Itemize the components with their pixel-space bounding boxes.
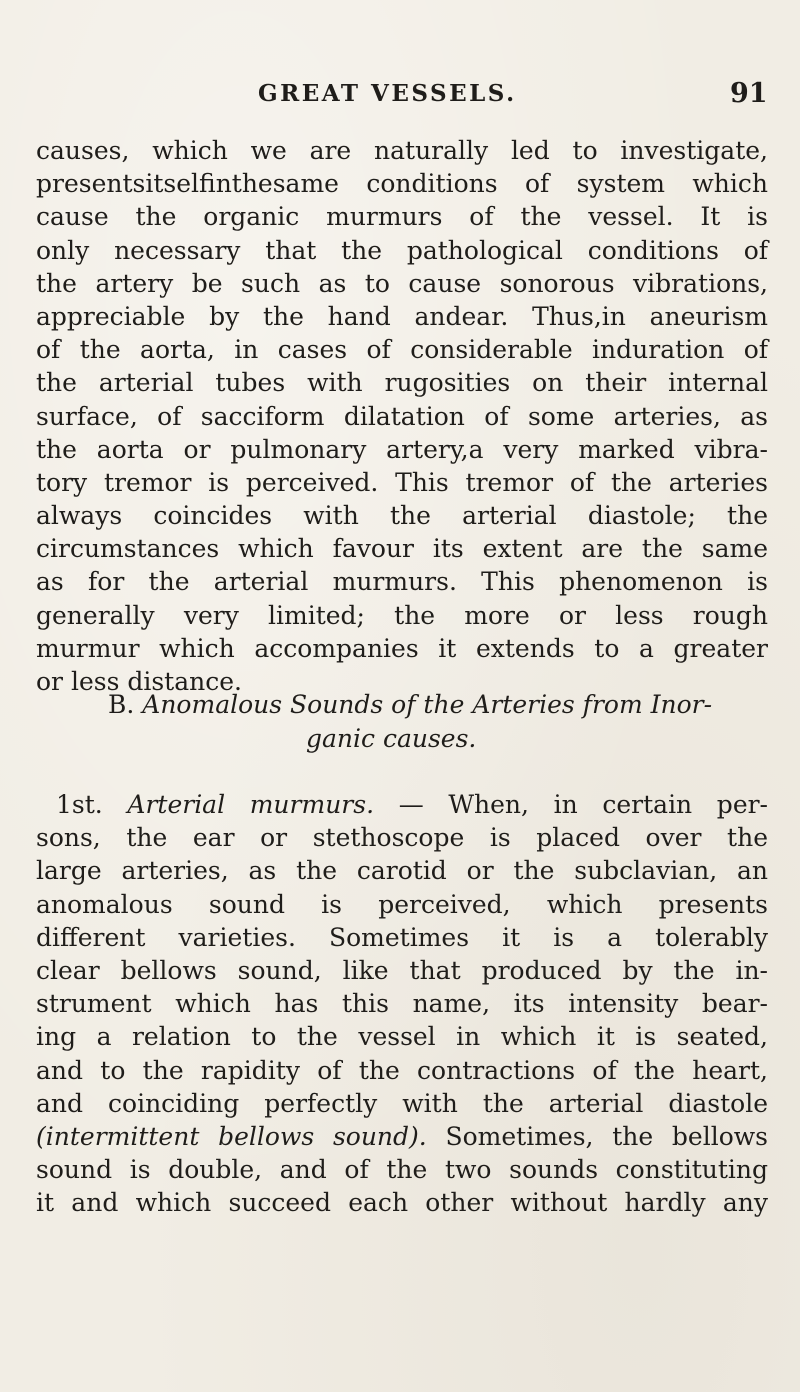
text-line: anomalous sound is perceived, which presents <box>36 889 768 919</box>
section-label: B. <box>108 690 135 719</box>
text-span: — When, in certain per- <box>398 790 769 819</box>
text-line: circumstances which favour its extent are the same <box>36 534 768 564</box>
text-line: strument which has this name, its intensity bear- <box>36 989 768 1019</box>
text-line: generally very limited; the more or less rough <box>36 600 768 630</box>
text-line: the aorta or pulmonary artery,a very marked vibra- <box>36 434 768 464</box>
paragraph-1 <box>36 134 768 698</box>
text-line: causes, which we are naturally led to investigate, <box>36 136 768 165</box>
running-head <box>0 80 800 114</box>
italic-span: (intermittent bellows sound). <box>36 1121 427 1151</box>
text-line: always coincides with the arterial diastole; the <box>36 501 768 531</box>
text-line: it and which succeed each other without hardly any <box>36 1188 768 1218</box>
text-line: of the aorta, in cases of considerable induration of <box>36 335 768 365</box>
text-line: and to the rapidity of the contractions of the heart, <box>36 1055 768 1085</box>
text-line: and coinciding perfectly with the arterial diastole <box>36 1088 768 1118</box>
text-line: sons, the ear or stethoscope is placed over the <box>36 823 768 853</box>
text-line: the arterial tubes with rugosities on their internal <box>36 368 768 398</box>
section-heading-line-2: ganic causes. <box>306 724 477 753</box>
text-line: appreciable by the hand andear. Thus,in aneurism <box>36 301 768 331</box>
text-line: clear bellows sound, like that produced by the in- <box>36 955 768 985</box>
text-line: different varieties. Sometimes it is a tolerably <box>36 922 768 952</box>
text-span: Sometimes, the bellows <box>445 1121 768 1151</box>
text-line: tory tremor is perceived. This tremor of the arteries <box>36 467 768 497</box>
text-line: cause the organic murmurs of the vessel. It is <box>36 202 768 232</box>
text-line: as for the arterial murmurs. This phenomenon is <box>36 567 768 597</box>
item-label: 1st. <box>56 790 103 819</box>
text-line: murmur which accompanies it extends to a greater <box>36 633 768 663</box>
running-title: GREAT VESSELS. <box>258 80 517 107</box>
section-heading <box>0 688 800 756</box>
section-title: Anomalous Sounds of the Arteries from Inor- <box>142 690 713 719</box>
text-line: presentsitselfinthesame conditions of system which <box>36 169 768 199</box>
section-heading-line-1 <box>0 688 800 722</box>
text-line <box>36 1120 768 1153</box>
text-line: or less distance. <box>36 667 242 696</box>
page-number: 91 <box>730 78 768 109</box>
text-line: only necessary that the pathological conditions of <box>36 235 768 265</box>
text-line: ing a relation to the vessel in which it is seated, <box>36 1022 768 1052</box>
paragraph-2 <box>36 788 768 1219</box>
text-line: the artery be such as to cause sonorous vibrations, <box>36 268 768 298</box>
item-title: Arterial murmurs. <box>127 790 375 819</box>
text-line: large arteries, as the carotid or the subclavian, an <box>36 856 768 886</box>
text-line <box>36 788 768 821</box>
text-line: surface, of sacciform dilatation of some arteries, as <box>36 401 768 431</box>
text-line: sound is double, and of the two sounds constituting <box>36 1155 768 1185</box>
